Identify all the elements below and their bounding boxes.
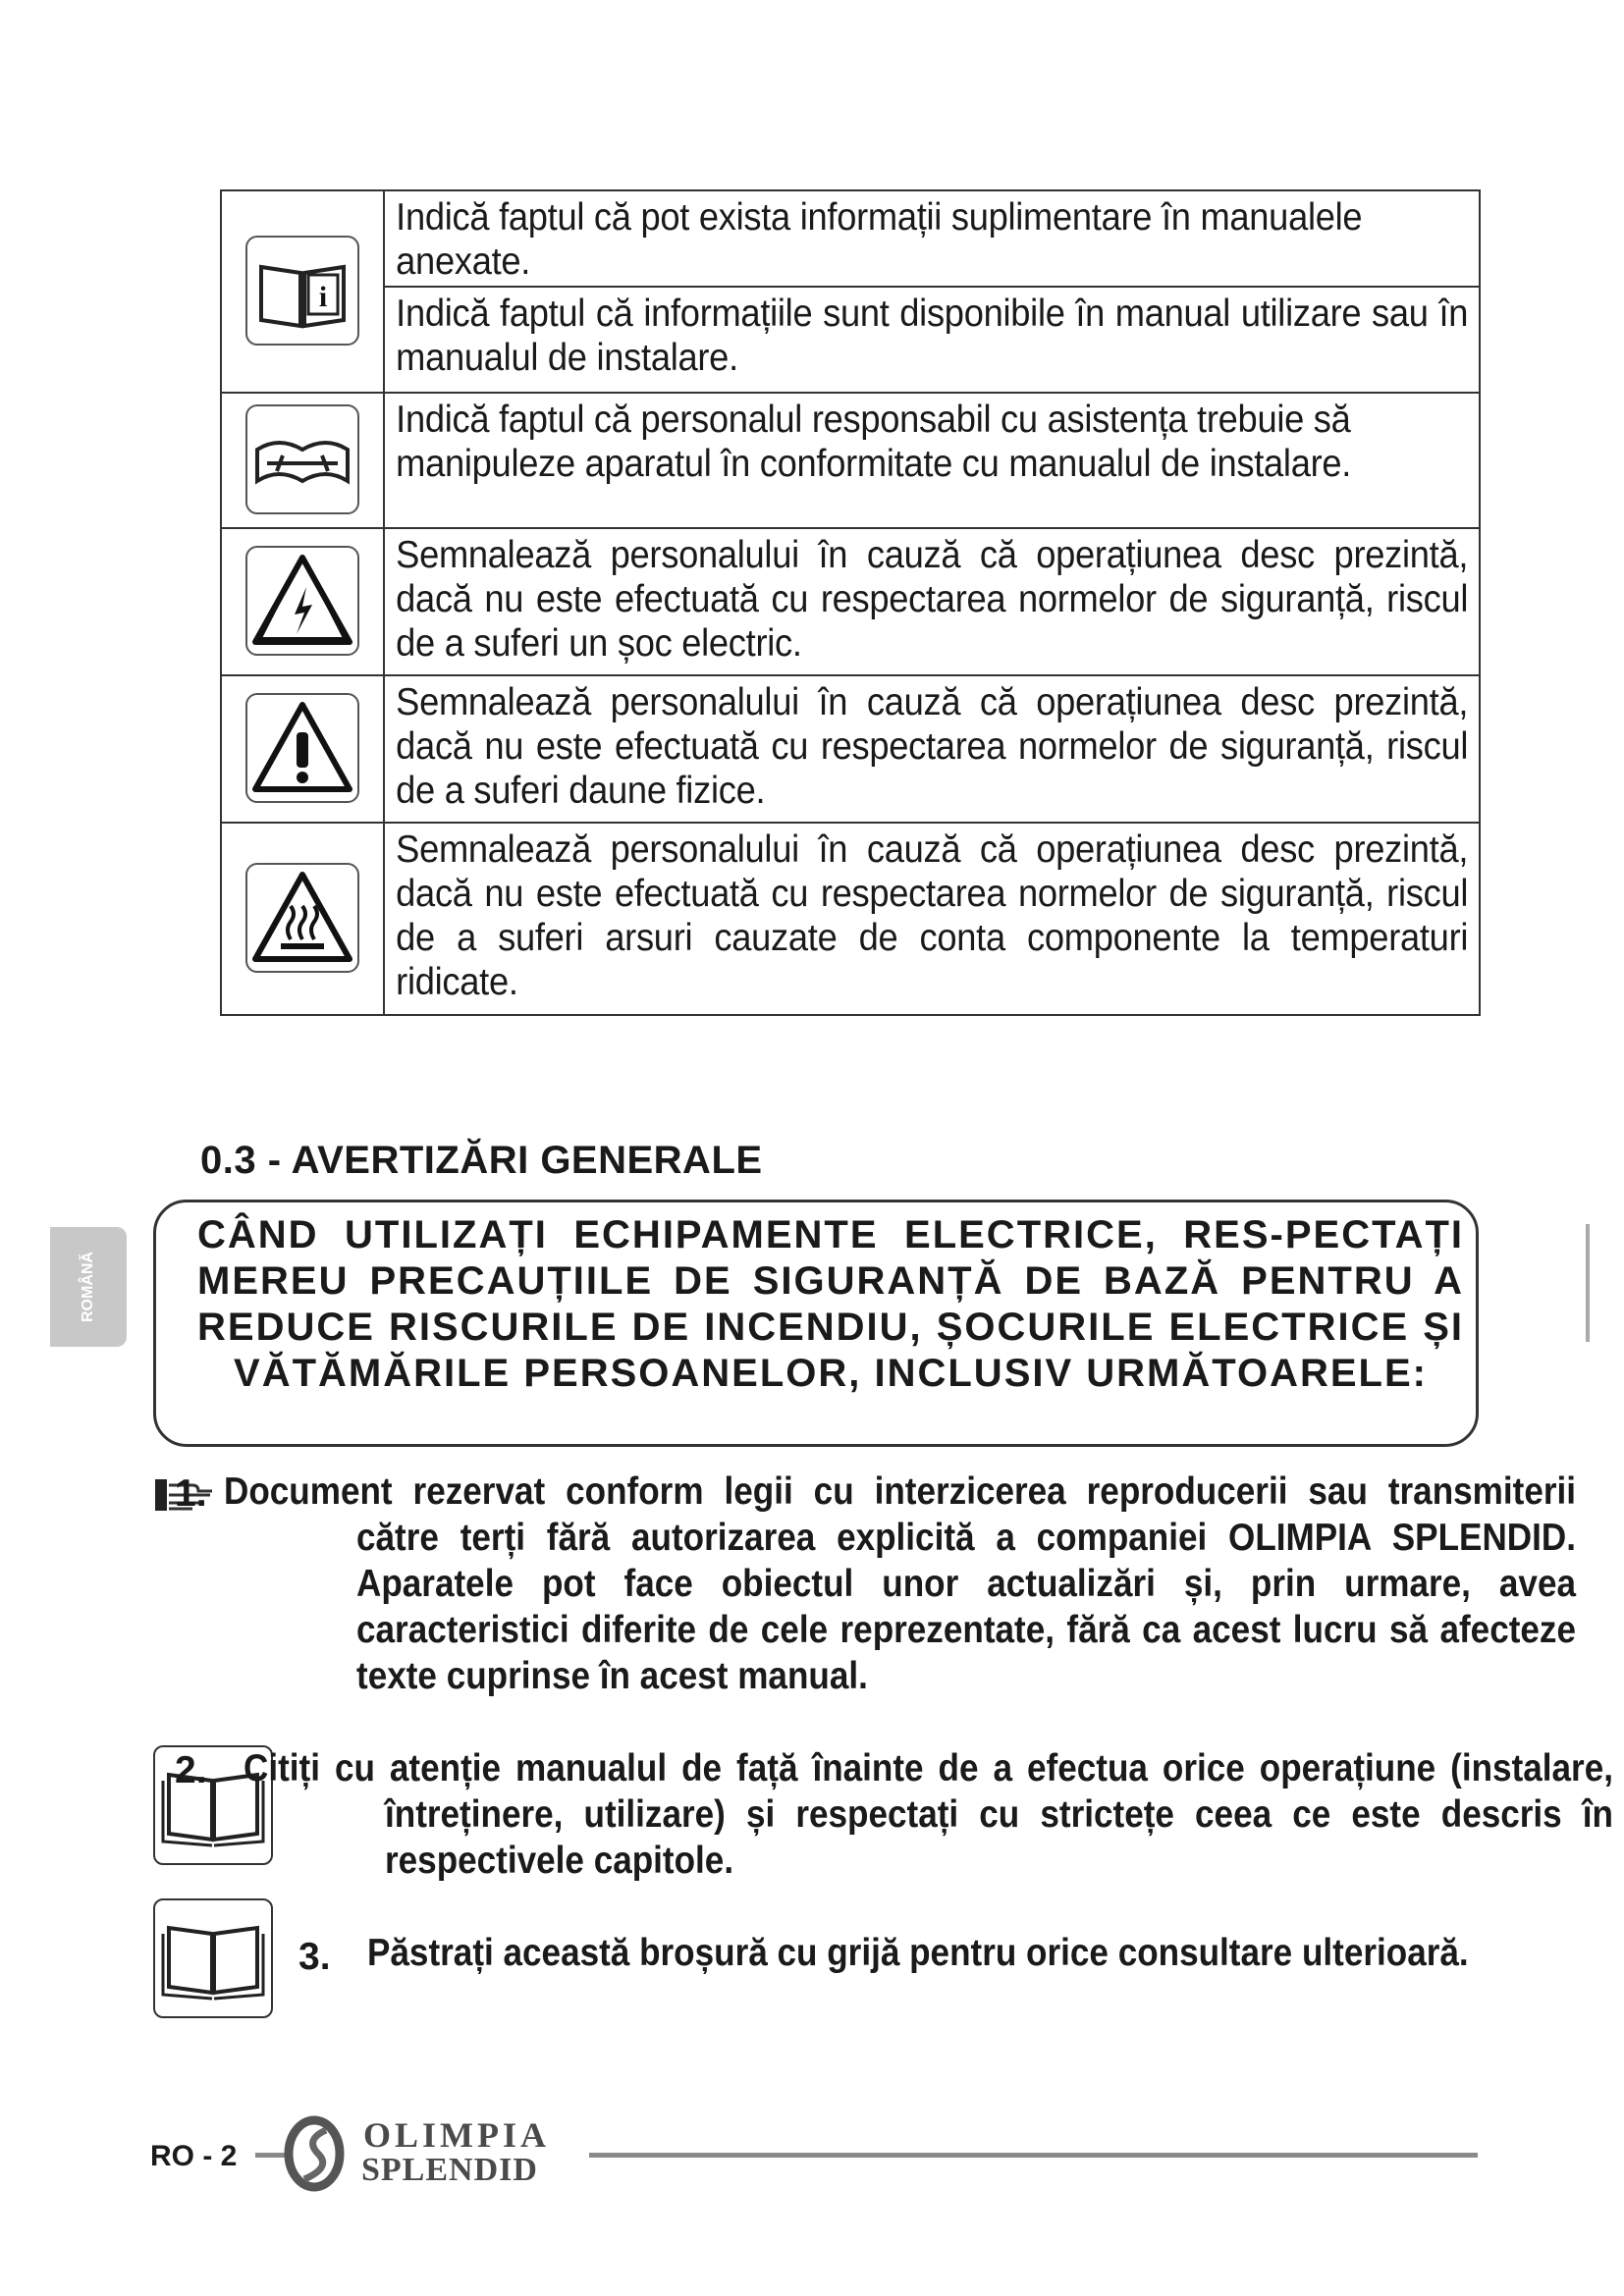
symbol-description: Semnalează personalului în cauză că operațiunea desc prezintă, dacă nu este efectuată cu respectarea normelor de siguranță, riscul de a suferi daune fizice. xyxy=(396,681,1469,812)
section-heading: 0.3 - AVERTIZĂRI GENERALE xyxy=(200,1139,763,1182)
symbols-table xyxy=(220,189,1481,1016)
page-edge-mark xyxy=(1586,1224,1590,1342)
info-manual-icon xyxy=(245,236,359,346)
note-text: Păstrați această broșură cu grijă pentru orice consultare ulterioară. xyxy=(367,1932,1469,1974)
note-number: 1. xyxy=(175,1472,207,1515)
open-book-icon xyxy=(153,1898,273,2018)
symbol-description: Semnalează personalului în cauză că operațiunea desc prezintă, dacă nu este efectuată cu respectarea normelor de siguranță, riscul de a suferi arsuri cauzate de conta componente la temperaturi ridicate. xyxy=(396,828,1469,1003)
language-tab-label: ROMÂNĂ xyxy=(80,1252,96,1322)
note-text: Citiți cu atenție manualul de față înainte de a efectua orice operațiune (instalare, întreținere, utilizare) și respectați cu strictețe ceea ce este descris în respectivele capitole. xyxy=(244,1747,1613,1882)
general-warning-text: CÂND UTILIZAȚI ECHIPAMENTE ELECTRICE, RES-PECTAȚI MEREU PRECAUȚIILE DE SIGURANȚĂ DE BAZĂ PENTRU A REDUCE RISCURILE DE INCENDIU, ȘOCURILE ELECTRICE ȘI VĂTĂMĂRILE PERSOANELOR, INCLUSIV URMĂTOARELE: xyxy=(197,1213,1464,1395)
page-number: RO - 2 xyxy=(150,2140,238,2172)
language-tab xyxy=(50,1227,127,1347)
note-number: 2. xyxy=(175,1749,207,1791)
brand-logo xyxy=(275,2110,599,2193)
svg-text:i: i xyxy=(318,280,328,313)
symbol-row xyxy=(221,823,1480,1015)
symbol-row xyxy=(221,190,1480,393)
symbol-row xyxy=(221,528,1480,675)
service-manual-icon xyxy=(245,404,359,514)
note-text-content: Document rezervat conform legii cu interzicerea reproducerii sau transmiterii către terți fără autorizarea explicită a companiei OLIMPIA SPLENDID. Aparatele pot face obiectul unor actualizări și, prin urmare, avea caracteristici diferite de cele reprezentate, fără ca acest lucru să afecteze texte cuprinse în acest manual. xyxy=(224,1470,1576,1697)
symbol-row xyxy=(221,393,1480,528)
note-text xyxy=(224,1468,1576,1699)
symbol-description: Indică faptul că pot exista informații suplimentare în manualele anexate. xyxy=(396,196,1363,283)
brand-name-bottom: SPLENDID xyxy=(361,2152,538,2188)
brand-name-top: OLIMPIA xyxy=(363,2115,550,2155)
hot-surface-warning-icon xyxy=(245,863,359,973)
general-warning-icon xyxy=(245,693,359,803)
symbol-description: Indică faptul că informațiile sunt disponibile în manual utilizare sau în manualul de instalare. xyxy=(396,293,1469,379)
footer-rule xyxy=(589,2153,1478,2158)
electric-shock-warning-icon xyxy=(245,546,359,656)
symbol-row xyxy=(221,675,1480,823)
symbol-description: Semnalează personalului în cauză că operațiunea desc prezintă, dacă nu este efectuată cu respectarea normelor de siguranță, riscul de a suferi un șoc electric. xyxy=(396,534,1469,665)
general-warning-box xyxy=(153,1200,1479,1447)
symbol-description: Indică faptul că personalul responsabil cu asistența trebuie să manipuleze aparatul în conformitate cu manualul de instalare. xyxy=(396,399,1352,485)
note-number: 3. xyxy=(298,1936,331,1978)
